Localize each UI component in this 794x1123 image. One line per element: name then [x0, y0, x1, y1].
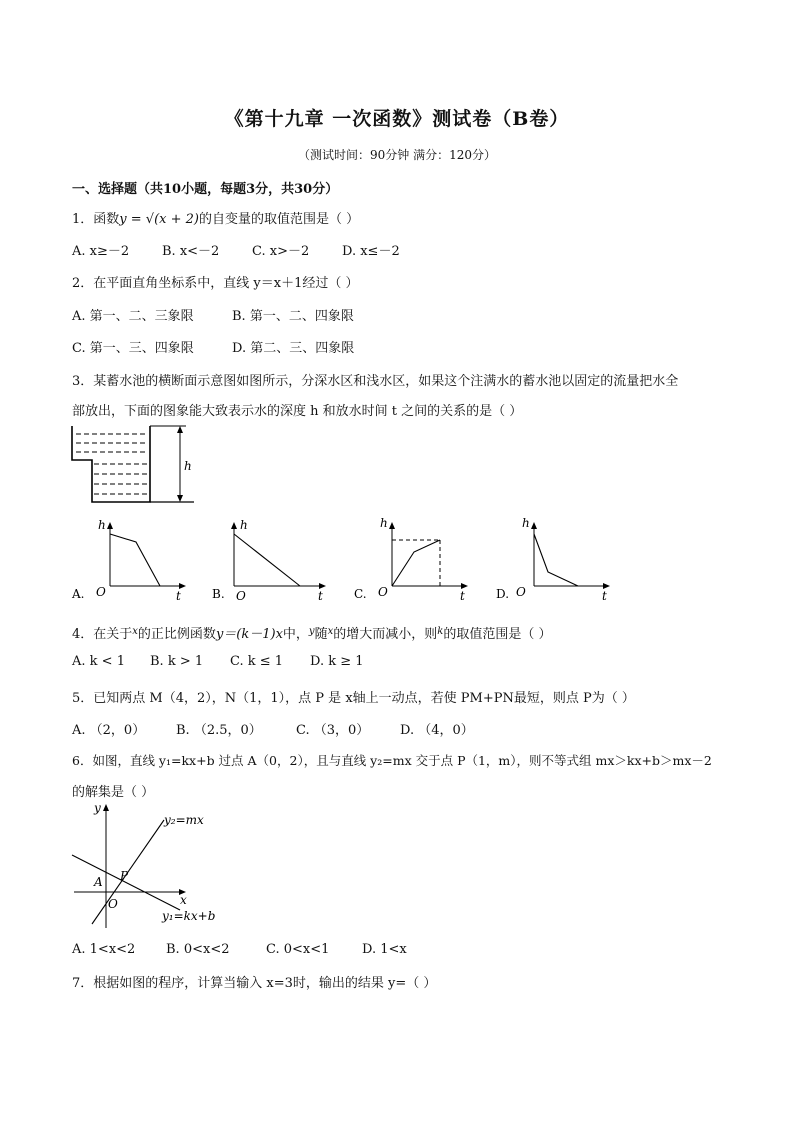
graph-b-o: O	[236, 589, 246, 603]
q4-mid2: 中，	[282, 627, 309, 642]
q6-option-b: B. 0<x<2	[166, 942, 230, 957]
q4-mid3: 随	[314, 627, 328, 642]
graph-c-o: O	[378, 585, 388, 599]
q2-option-a: A. 第一、二、三象限	[72, 309, 194, 324]
q4-mid1: 的正比例函数	[137, 627, 216, 642]
question-6-line2: 的解集是（ ）	[72, 785, 155, 800]
graph-d-t: t	[602, 589, 607, 603]
q1-suffix: 的自变量的取值范围是（ ）	[198, 212, 360, 227]
graph-c-t: t	[460, 589, 465, 603]
graph-d-o: O	[516, 585, 526, 599]
q5-option-c: C. （3，0）	[296, 723, 370, 738]
q4-var-k: k	[437, 626, 444, 637]
q1-option-a: A. x≥－2	[72, 244, 130, 259]
q1-option-b: B. x<－2	[162, 244, 220, 259]
q1-formula: y = √(x + 2)	[119, 212, 199, 227]
graph-a	[70, 516, 200, 606]
q4-formula: y＝(k－1)x	[215, 627, 283, 642]
q5-option-b: B. （2.5，0）	[176, 723, 262, 738]
q5-option-d: D. （4，0）	[400, 723, 474, 738]
graph-a-h: h	[98, 518, 106, 532]
q2-option-d: D. 第二、三、四象限	[232, 341, 355, 356]
q6-figure	[70, 800, 220, 934]
graph-a-t: t	[176, 589, 181, 603]
graph-c-h: h	[380, 516, 388, 530]
section-heading: 一、选择题（共10小题，每题3分，共30分）	[72, 182, 339, 197]
q2-option-c: C. 第一、三、四象限	[72, 341, 194, 356]
q4-var-y: y	[308, 626, 315, 637]
graph-a-o: O	[96, 585, 106, 599]
q6-p-label: P	[120, 869, 129, 883]
q1-option-d: D. x≤－2	[342, 244, 400, 259]
graph-b-t: t	[318, 589, 323, 603]
q4-suffix: 的取值范围是（ ）	[443, 627, 552, 642]
q6-o-label: O	[108, 897, 118, 911]
q4-var-x: x	[132, 626, 138, 637]
graph-b-label: B.	[212, 587, 225, 601]
pool-diagram	[70, 424, 200, 508]
q4-option-c: C. k ≤ 1	[230, 654, 284, 669]
graph-b	[210, 516, 340, 606]
q6-a-label: A	[94, 875, 103, 889]
question-3-line2: 部放出，下面的图象能大致表示水的深度 h 和放水时间 t 之间的关系的是（ ）	[72, 404, 523, 419]
q4-mid4: 的增大而减小，则	[333, 627, 438, 642]
q6-line1-label: y₁=kx+b	[162, 909, 216, 923]
question-6-line1: 6．如图，直线 y₁=kx+b 过点 A（0，2），且与直线 y₂=mx 交于点 P（1，m），则不等式组 mx＞kx+b＞mx－2	[72, 753, 712, 768]
q4-option-a: A. k < 1	[72, 654, 125, 669]
question-5: 5．已知两点 M（4，2），N（1，1），点 P 是 x轴上一动点，若使 PM+PN最短，则点 P为（ ）	[72, 691, 635, 706]
question-1	[72, 208, 359, 227]
q6-option-d: D. 1<x	[362, 942, 407, 957]
pool-depth-label: h	[184, 459, 192, 473]
q1-prefix: 1．函数	[72, 212, 120, 227]
question-2: 2．在平面直角坐标系中，直线 y＝x＋1经过（ ）	[72, 276, 359, 291]
page-subtitle: （测试时间：90分钟 满分：120分）	[298, 148, 496, 162]
q4-var-x2: x	[327, 626, 334, 637]
q6-option-c: C. 0<x<1	[266, 942, 330, 957]
graph-a-label: A.	[72, 587, 85, 601]
q5-option-a: A. （2，0）	[72, 723, 146, 738]
graph-c-label: C.	[354, 587, 367, 601]
q2-option-b: B. 第一、二、四象限	[232, 309, 354, 324]
q4-option-b: B. k > 1	[150, 654, 204, 669]
q4-prefix: 4．在关于	[72, 627, 133, 642]
question-3-line1: 3．某蓄水池的横断面示意图如图所示，分深水区和浅水区，如果这个注满水的蓄水池以固定的流量把水全	[72, 374, 679, 389]
question-7: 7．根据如图的程序，计算当输入 x=3时，输出的结果 y=（ ）	[72, 976, 437, 991]
question-4	[72, 623, 551, 642]
q6-option-a: A. 1<x<2	[72, 942, 136, 957]
graph-d-h: h	[522, 516, 530, 530]
graph-d-label: D.	[496, 587, 510, 601]
graph-c	[352, 516, 482, 606]
q1-option-c: C. x>－2	[252, 244, 310, 259]
page-title: 《第十九章 一次函数》测试卷（B卷）	[224, 108, 570, 130]
graph-d	[494, 516, 624, 606]
q6-y-label: y	[94, 801, 101, 815]
q6-x-label: x	[180, 893, 187, 907]
graph-b-h: h	[240, 518, 248, 532]
q4-option-d: D. k ≥ 1	[310, 654, 364, 669]
q6-line2-label: y₂=mx	[164, 813, 204, 827]
